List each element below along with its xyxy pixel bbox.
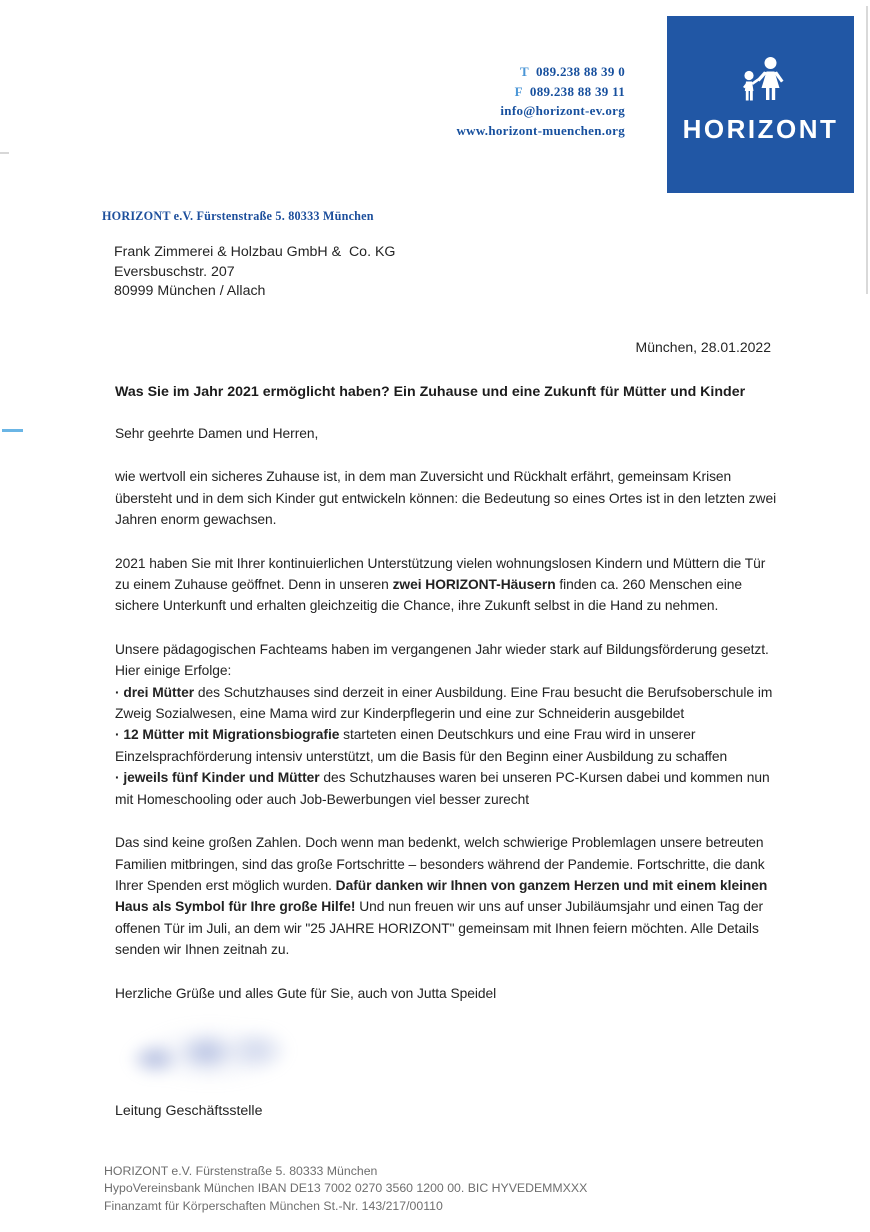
fold-mark-middle bbox=[2, 429, 23, 432]
scan-edge-artifact bbox=[866, 6, 868, 294]
body-paragraph-3 bbox=[115, 639, 783, 810]
bullet-bold-text: · 12 Mütter mit Migrationsbiografie bbox=[115, 727, 340, 743]
recipient-name: Frank Zimmerei & Holzbau GmbH & Co. KG bbox=[114, 244, 396, 260]
recipient-city: 80999 München / Allach bbox=[114, 283, 266, 300]
paragraph-bold-text: Dafür danken wir Ihnen von ganzem Herzen und mit einem kleinen Haus als Symbol für Ihre große Hilfe! bbox=[115, 877, 768, 915]
footer-bank-line: HypoVereinsbank München IBAN DE13 7002 0270 3560 1200 00. BIC HYVEDEMMXXX bbox=[104, 1181, 588, 1196]
date-line: München, 28.01.2022 bbox=[635, 339, 771, 355]
paragraph-intro: Unsere pädagogischen Fachteams haben im vergangenen Jahr wieder stark auf Bildungsförderung gesetzt. Hier einige Erfolge: bbox=[115, 641, 769, 679]
bullet-item bbox=[115, 724, 783, 767]
body-paragraph-1: wie wertvoll ein sicheres Zuhause ist, in dem man Zuversicht und Rückhalt erfährt, gemeinsam Krisen übersteht und in dem sich Kinder gut entwickeln können: die Bedeutung so eines Ortes ist in den letzten zwei Jahren enorm gewachsen. bbox=[115, 469, 777, 528]
body-paragraph-2 bbox=[115, 553, 783, 617]
website-line: www.horizont-muenchen.org bbox=[456, 122, 625, 138]
bullet-item bbox=[115, 767, 783, 810]
paragraph-text: Und nun freuen wir uns auf unser Jubiläumsjahr und einen Tag der offenen Tür im Juli, an dem wir "25 JAHRE HORIZONT" gemeinsam mit Ihnen feiern möchten. Alle Details senden wir Ihnen zeitnah zu. bbox=[115, 899, 764, 958]
paragraph-text: finden ca. 260 Menschen eine sichere Unterkunft und erhalten gleichzeitig die Chance, ihre Zukunft selbst in die Hand zu nehmen. bbox=[115, 577, 743, 614]
paragraph-text: Das sind keine großen Zahlen. Doch wenn man bedenkt, welch schwierige Problemlagen unsere betreuten Familien mitbringen, sind das große Fortschritte – besonders während der Pandemie. Fortschritte, die dank Ihrer Spenden erst möglich wurden. bbox=[115, 835, 765, 893]
bullet-text: des Schutzhauses sind derzeit in einer Ausbildung. Eine Frau besucht die Berufsoberschule im Zweig Sozialwesen, eine Mama wird zur Kinderpflegerin und eine zur Schneiderin ausgebildet bbox=[115, 684, 773, 722]
signer-role: Leitung Geschäftsstelle bbox=[115, 1103, 263, 1119]
subject-line: Was Sie im Jahr 2021 ermöglicht haben? Ein Zuhause und eine Zukunft für Mütter und Kinder bbox=[115, 384, 746, 400]
closing-line: Herzliche Grüße und alles Gute für Sie, auch von Jutta Speidel bbox=[115, 985, 497, 1001]
fax-label: F bbox=[514, 83, 523, 99]
body-paragraph-4 bbox=[115, 832, 783, 960]
contact-block bbox=[456, 62, 625, 140]
fax-line bbox=[456, 82, 625, 102]
footer-tax-line: Finanzamt für Körperschaften München St.-Nr. 143/217/00110 bbox=[104, 1198, 443, 1213]
letter-body bbox=[115, 423, 783, 1004]
bullet-text: des Schutzhauses waren bei unseren PC-Kursen dabei und kommen nun mit Homeschooling oder auch Job-Bewerbungen viel besser zurecht bbox=[115, 770, 770, 807]
footer-address-line: HORIZONT e.V. Fürstenstraße 5. 80333 München bbox=[104, 1164, 378, 1178]
footer-block bbox=[104, 1163, 587, 1215]
signature-blur bbox=[103, 1008, 318, 1096]
paragraph-text: 2021 haben Sie mit Ihrer kontinuierlichen Unterstützung vielen wohnungslosen Kindern und Müttern die Tür zu einem Zuhause geöffnet. Denn in unseren bbox=[115, 555, 766, 593]
phone-line bbox=[456, 62, 625, 82]
sender-return-address: HORIZONT e.V. Fürstenstraße 5. 80333 München bbox=[102, 209, 374, 223]
salutation: Sehr geehrte Damen und Herren, bbox=[115, 426, 319, 441]
fold-mark-top bbox=[0, 152, 9, 154]
fax-number: 089.238 88 39 11 bbox=[529, 83, 625, 99]
email-line: info@horizont-ev.org bbox=[500, 103, 625, 118]
phone-number: 089.238 88 39 0 bbox=[536, 64, 625, 79]
paragraph-bold-text: zwei HORIZONT-Häusern bbox=[392, 577, 556, 593]
horizont-logo bbox=[667, 16, 854, 193]
adult-child-icon bbox=[729, 56, 793, 102]
bullet-bold-text: · jeweils fünf Kinder und Mütter bbox=[115, 770, 320, 786]
phone-label: T bbox=[520, 64, 529, 79]
bullet-text: starteten einen Deutschkurs und eine Frau wird in unserer Einzelsprachförderung intensiv unterstützt, um die Basis für den Beginn einer Ausbildung zu schaffen bbox=[115, 727, 728, 764]
bullet-bold-text: · drei Mütter bbox=[115, 684, 195, 700]
recipient-address bbox=[114, 243, 395, 302]
bullet-item bbox=[115, 682, 783, 725]
logo-wordmark: HORIZONT bbox=[682, 114, 839, 144]
recipient-street: Eversbuschstr. 207 bbox=[114, 263, 235, 280]
